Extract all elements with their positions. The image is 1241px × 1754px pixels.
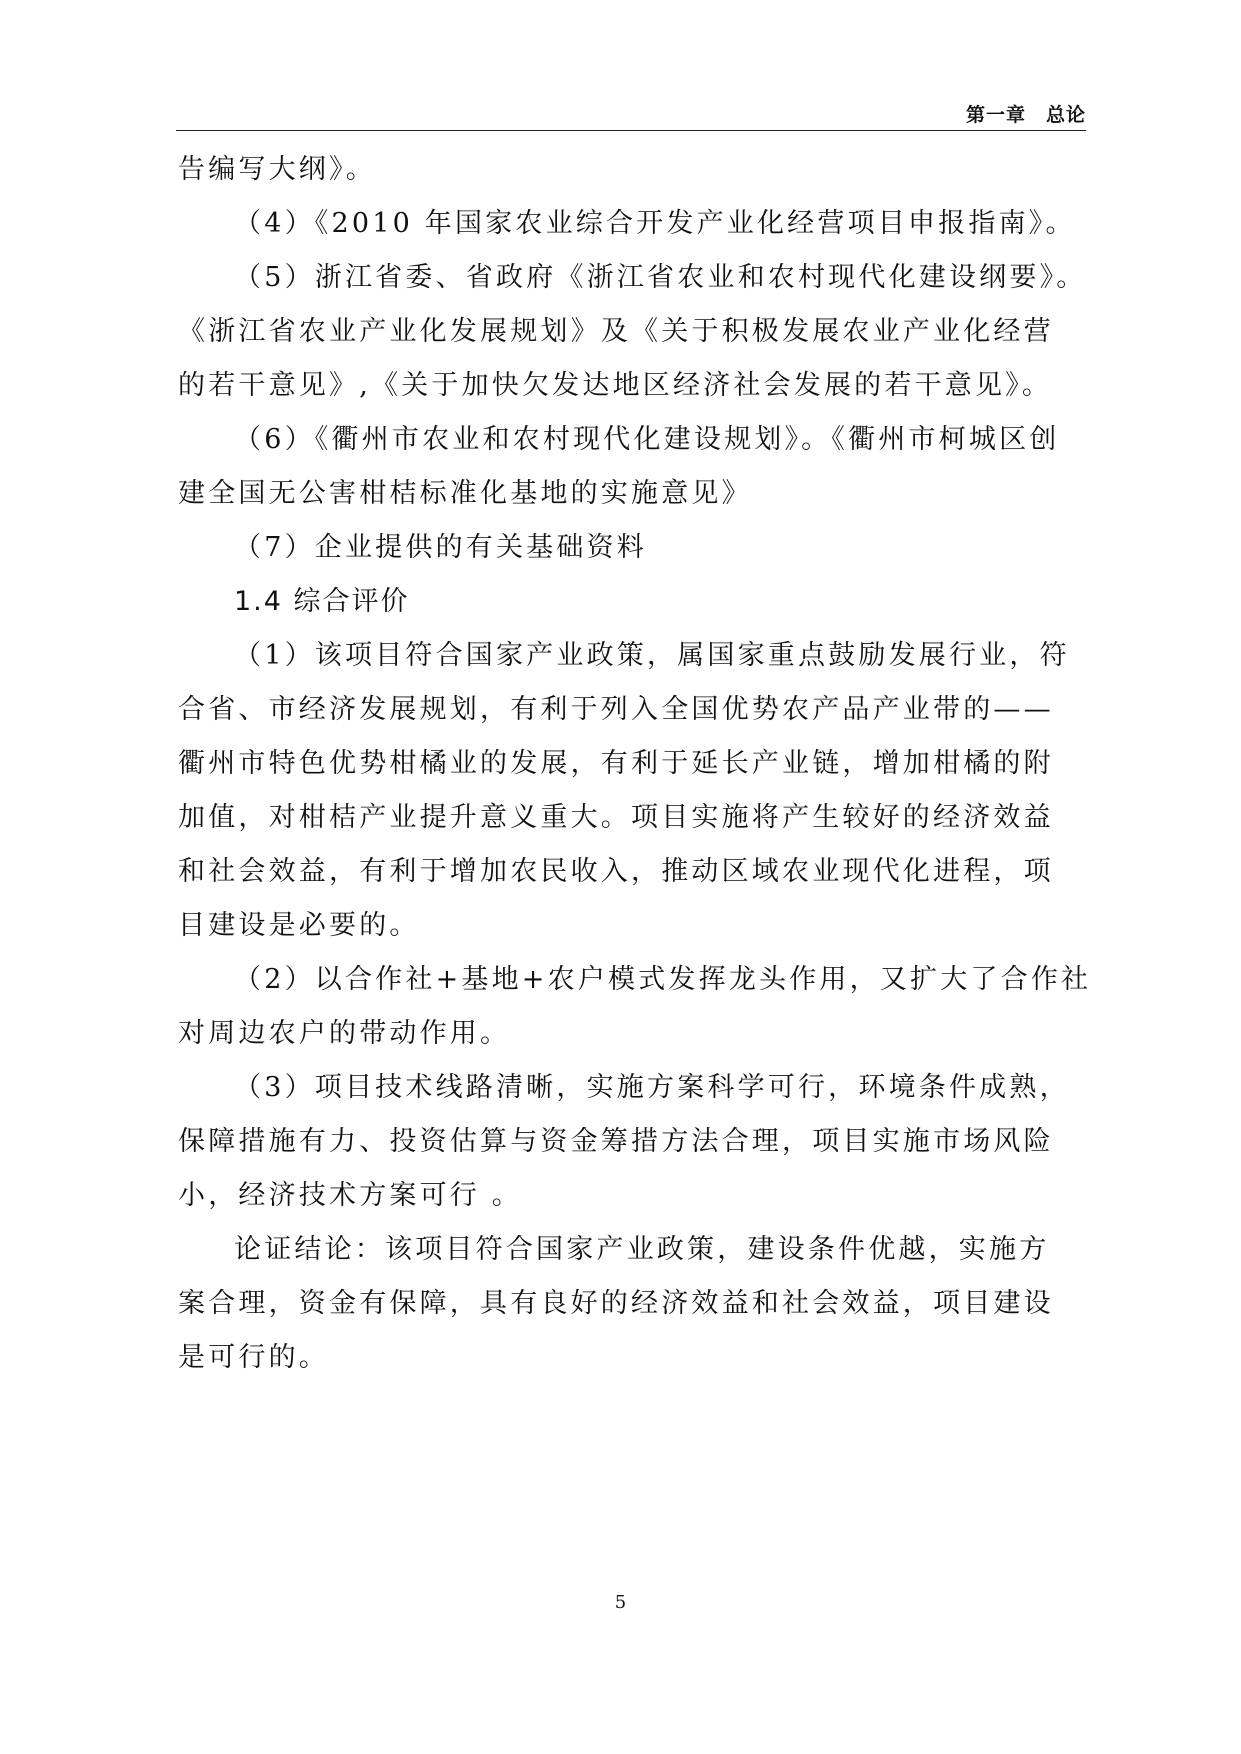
text-line: 建全国无公害柑桔标准化基地的实施意见》	[178, 478, 752, 509]
text-line: 的若干意见》,《关于加快欠发达地区经济社会发展的若干意见》。	[178, 370, 1053, 401]
page-number: 5	[614, 1592, 627, 1613]
text-line: 论证结论：该项目符合国家产业政策，建设条件优越，实施方	[234, 1234, 1050, 1265]
text-line: 和社会效益，有利于增加农民收入，推动区域农业现代化进程，项	[178, 856, 1054, 887]
text-line: 目建设是必要的。	[178, 910, 420, 941]
text-line: （4）《2010 年国家农业综合开发产业化经营项目申报指南》。	[234, 208, 1076, 239]
text-line: 是可行的。	[178, 1342, 329, 1373]
text-line: 告编写大纲》。	[178, 154, 376, 185]
text-line: 衢州市特色优势柑橘业的发展，有利于延长产业链，增加柑橘的附	[178, 748, 1054, 779]
text-line: 保障措施有力、投资估算与资金筹措方法合理，项目实施市场风险	[178, 1126, 1054, 1157]
text-line: 对周边农户的带动作用。	[178, 1018, 511, 1049]
text-line: 小，经济技术方案可行 。	[178, 1180, 522, 1211]
text-line: （7）企业提供的有关基础资料	[234, 532, 647, 563]
header-rule	[176, 130, 1086, 131]
text-line: （3）项目技术线路清晰，实施方案科学可行，环境条件成熟，	[234, 1072, 1070, 1103]
section-heading: 1.4 综合评价	[234, 586, 410, 617]
text-line: （5）浙江省委、省政府《浙江省农业和农村现代化建设纲要》。	[234, 262, 1087, 293]
text-line: 《浙江省农业产业化发展规划》及《关于积极发展农业产业化经营	[178, 316, 1054, 347]
text-line: （2）以合作社+基地+农户模式发挥龙头作用，又扩大了合作社	[234, 964, 1092, 995]
text-line: 加值，对柑桔产业提升意义重大。项目实施将产生较好的经济效益	[178, 802, 1054, 833]
text-line: （6）《衢州市农业和农村现代化建设规划》。《衢州市柯城区创	[234, 424, 1060, 455]
text-line: （1）该项目符合国家产业政策，属国家重点鼓励发展行业，符	[234, 640, 1070, 671]
text-line: 合省、市经济发展规划，有利于列入全国优势农产品产业带的——	[178, 694, 1054, 725]
running-header: 第一章 总论	[965, 104, 1086, 126]
text-line: 案合理，资金有保障，具有良好的经济效益和社会效益，项目建设	[178, 1288, 1054, 1319]
